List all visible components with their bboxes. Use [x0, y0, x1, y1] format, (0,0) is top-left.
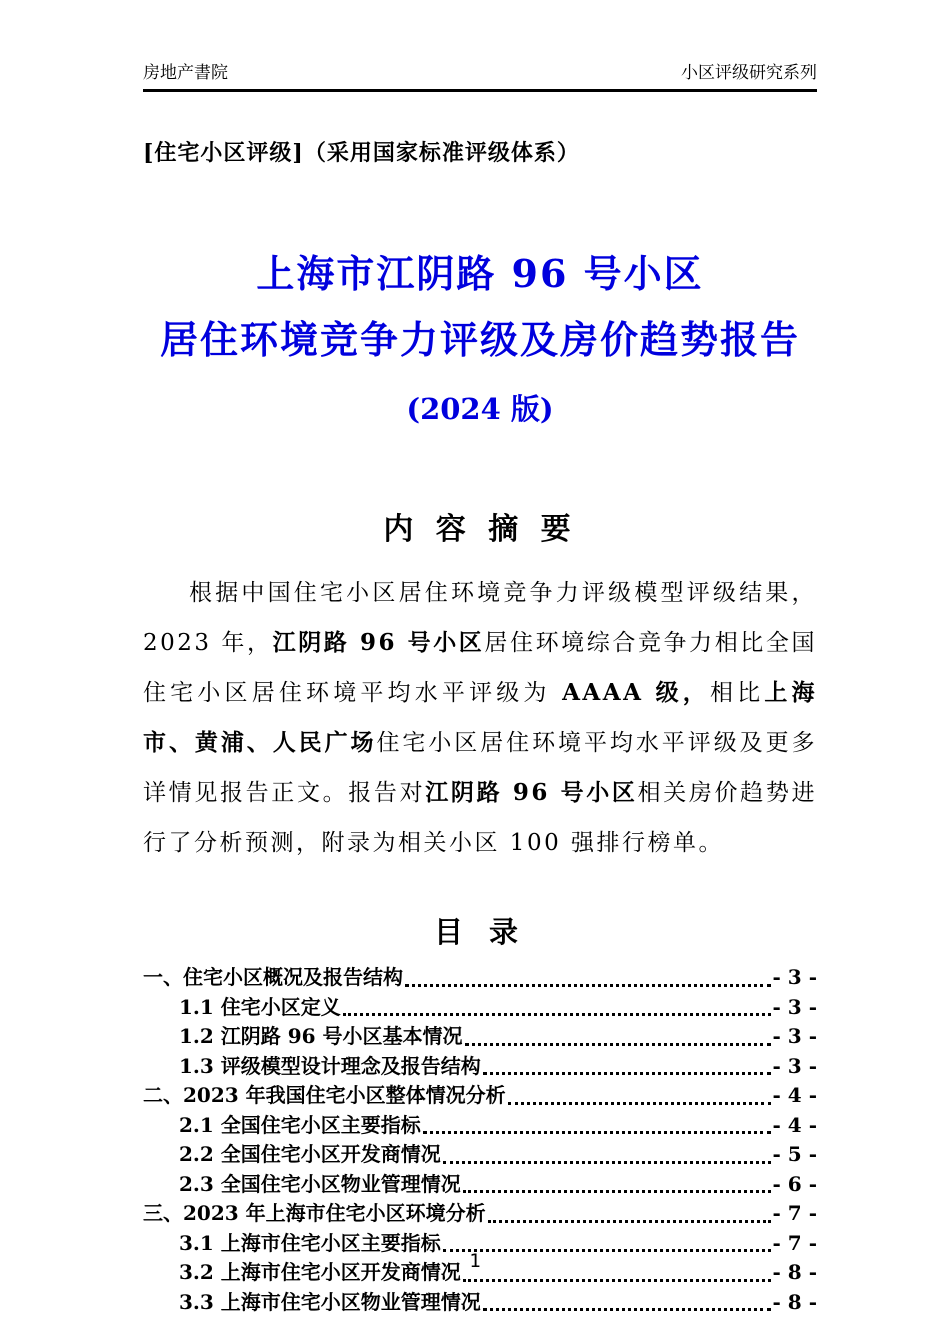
- toc-entry-page: - 3 -: [772, 994, 817, 1019]
- summary-segment: 住宅小区居住环境平均水平评级及更多详情见报告正文。报告对: [143, 730, 818, 806]
- summary-segment: AAAA 级，: [562, 679, 710, 706]
- toc-entry-label: 3.3 上海市住宅小区物业管理情况: [179, 1289, 481, 1314]
- toc-entry-page: - 7 -: [772, 1230, 817, 1255]
- toc-dot-leader: [443, 1161, 771, 1164]
- report-title-line2: 居住环境竞争力评级及房价趋势报告: [159, 317, 800, 362]
- toc-entry-label: 1.3 评级模型设计理念及报告结构: [179, 1053, 481, 1078]
- toc-entry-label: 2.2 全国住宅小区开发商情况: [179, 1142, 441, 1166]
- toc-dot-leader: [405, 984, 771, 987]
- summary-segment: 江阴路 96 号小区: [272, 629, 485, 656]
- toc-entry[interactable]: [143, 963, 817, 993]
- toc-entry-label: 一、住宅小区概况及报告结构: [143, 965, 403, 989]
- toc-entry-page: - 4 -: [772, 1083, 817, 1107]
- toc-entry-page: - 8 -: [772, 1289, 817, 1314]
- running-header: [143, 58, 817, 92]
- toc-entry-label: 二、2023 年我国住宅小区整体情况分析: [143, 1083, 506, 1107]
- toc-entry-label: 三、2023 年上海市住宅小区环境分析: [143, 1201, 486, 1225]
- toc-dot-leader: [508, 1102, 771, 1105]
- toc-dot-leader: [483, 1072, 771, 1075]
- toc-dot-leader: [463, 1279, 771, 1282]
- header-left-label: 房地产書院: [143, 63, 228, 83]
- toc-dot-leader: [343, 1013, 771, 1016]
- toc-entry-page: - 3 -: [772, 1024, 817, 1048]
- toc-entry-label: 3.1 上海市住宅小区主要指标: [179, 1230, 441, 1255]
- toc-dot-leader: [488, 1220, 771, 1223]
- summary-heading: 内 容 摘 要: [383, 512, 577, 547]
- report-title-line1: 上海市江阴路 96 号小区: [256, 251, 704, 296]
- toc-dot-leader: [463, 1190, 771, 1193]
- toc-entry[interactable]: [143, 1199, 817, 1229]
- toc-entry-page: - 8 -: [772, 1260, 817, 1284]
- toc-dot-leader: [465, 1043, 771, 1046]
- toc-entry[interactable]: [143, 1288, 817, 1318]
- report-title-edition: (2024 版): [406, 392, 554, 426]
- footer-page-number: 1: [469, 1250, 481, 1272]
- toc-entry[interactable]: [143, 1022, 817, 1052]
- toc-entry[interactable]: [143, 1111, 817, 1141]
- toc-entry[interactable]: [143, 1170, 817, 1200]
- toc-entry-page: - 3 -: [772, 965, 817, 989]
- toc-heading: 目 录: [433, 915, 527, 949]
- header-right-label: 小区评级研究系列: [681, 63, 817, 83]
- toc-entry-label: 2.3 全国住宅小区物业管理情况: [179, 1171, 461, 1196]
- summary-segment: 相比: [709, 680, 765, 706]
- toc-entry[interactable]: [143, 1052, 817, 1082]
- summary-segment: 江阴路 96 号小区: [425, 779, 638, 806]
- summary-paragraph: [143, 568, 817, 868]
- summary-segment: 上海市、黄浦、人民广场: [143, 679, 818, 756]
- toc-entry-label: 3.2 上海市住宅小区开发商情况: [179, 1260, 461, 1284]
- toc-entry-page: - 3 -: [772, 1053, 817, 1078]
- toc-entry-page: - 4 -: [772, 1112, 817, 1137]
- toc-entry[interactable]: [143, 1081, 817, 1111]
- rating-system-tag: [住宅小区评级]（采用国家标准评级体系）: [143, 140, 580, 166]
- toc-entry-label: 2.1 全国住宅小区主要指标: [179, 1112, 421, 1137]
- summary-segment: 相关房价趋势进行了分析预测，附录为相关小区 100 强排行榜单。: [143, 780, 817, 856]
- title-block: [143, 251, 817, 428]
- summary-segment: 居住环境综合竞争力相比全国住宅小区居住环境平均水平评级为: [143, 630, 817, 706]
- toc-dot-leader: [483, 1308, 771, 1311]
- toc-entry[interactable]: [143, 1140, 817, 1170]
- toc-entry-label: 1.1 住宅小区定义: [179, 994, 341, 1019]
- toc-entry-label: 1.2 江阴路 96 号小区基本情况: [179, 1024, 463, 1048]
- toc-entry[interactable]: [143, 993, 817, 1023]
- toc-entry-page: - 7 -: [772, 1201, 817, 1225]
- toc-entry-page: - 5 -: [772, 1142, 817, 1166]
- summary-segment: 根据中国住宅小区居住环境竞争力评级模型评级结果，2023 年，: [143, 580, 817, 656]
- toc-entry-page: - 6 -: [772, 1171, 817, 1196]
- toc-dot-leader: [423, 1131, 771, 1134]
